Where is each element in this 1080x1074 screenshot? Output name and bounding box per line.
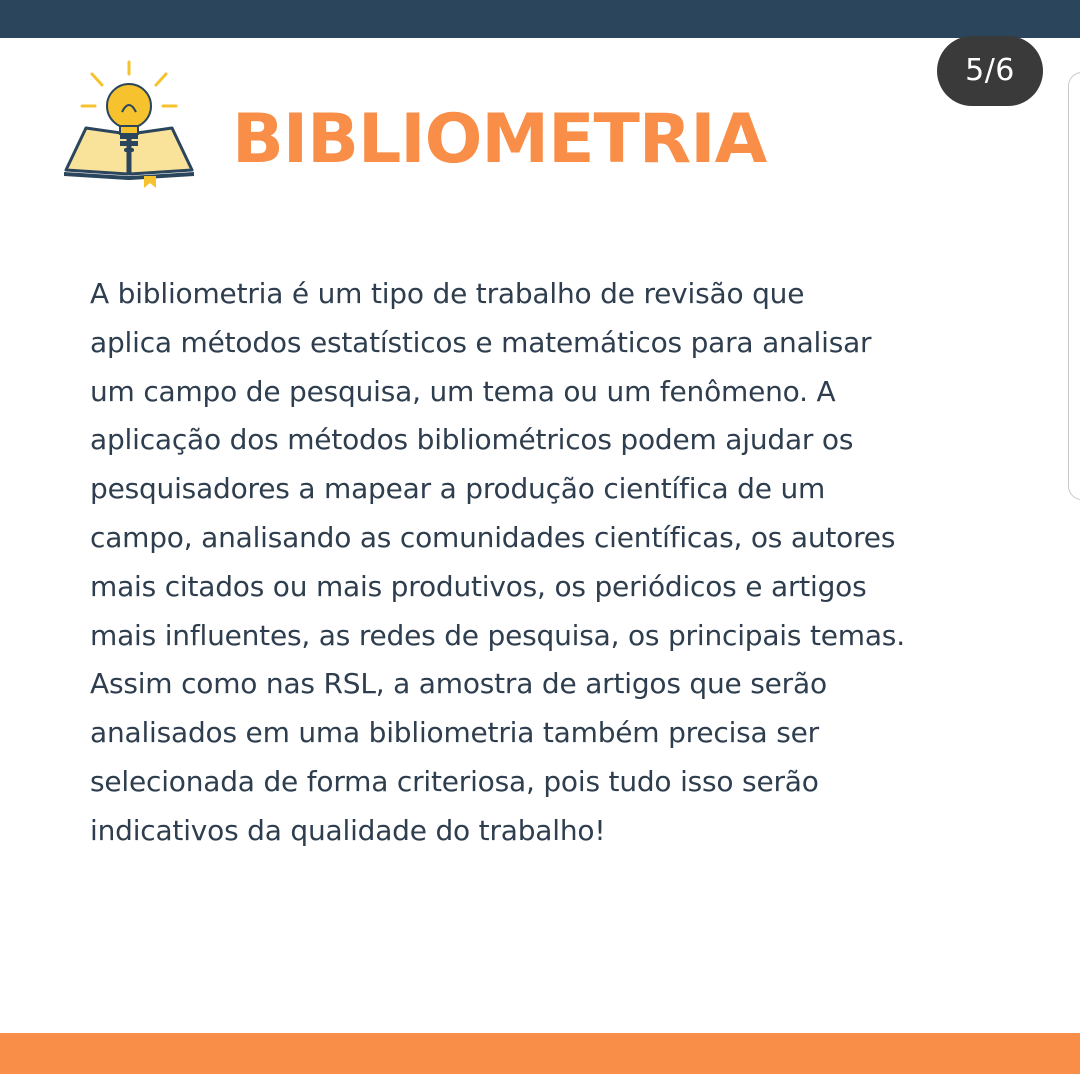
slide-counter: 5/6: [937, 36, 1043, 106]
lightbulb-book-icon: [62, 58, 196, 188]
body-line: aplicação dos métodos bibliométricos podem ajudar os: [90, 423, 854, 457]
body-line: mais influentes, as redes de pesquisa, os principais temas.: [90, 618, 905, 652]
body-line: mais citados ou mais produtivos, os periódicos e artigos: [90, 569, 867, 603]
top-band: [0, 0, 1080, 38]
body-line: analisados em uma bibliometria também precisa ser: [90, 716, 819, 750]
body-paragraph: [90, 270, 1050, 856]
body-line: campo, analisando as comunidades científicas, os autores: [90, 520, 896, 554]
next-slide-edge[interactable]: [1068, 72, 1080, 500]
body-line: pesquisadores a mapear a produção científica de um: [90, 472, 826, 506]
body-line: aplica métodos estatísticos e matemáticos para analisar: [90, 325, 872, 359]
body-line: Assim como nas RSL, a amostra de artigos que serão: [90, 667, 827, 701]
body-line: um campo de pesquisa, um tema ou um fenômeno. A: [90, 374, 836, 408]
body-line: indicativos da qualidade do trabalho!: [90, 813, 606, 847]
bottom-band: [0, 1033, 1080, 1074]
body-line: A bibliometria é um tipo de trabalho de revisão que: [90, 277, 805, 310]
slide-title: BIBLIOMETRIA: [232, 100, 767, 179]
body-line: selecionada de forma criteriosa, pois tudo isso serão: [90, 764, 819, 798]
